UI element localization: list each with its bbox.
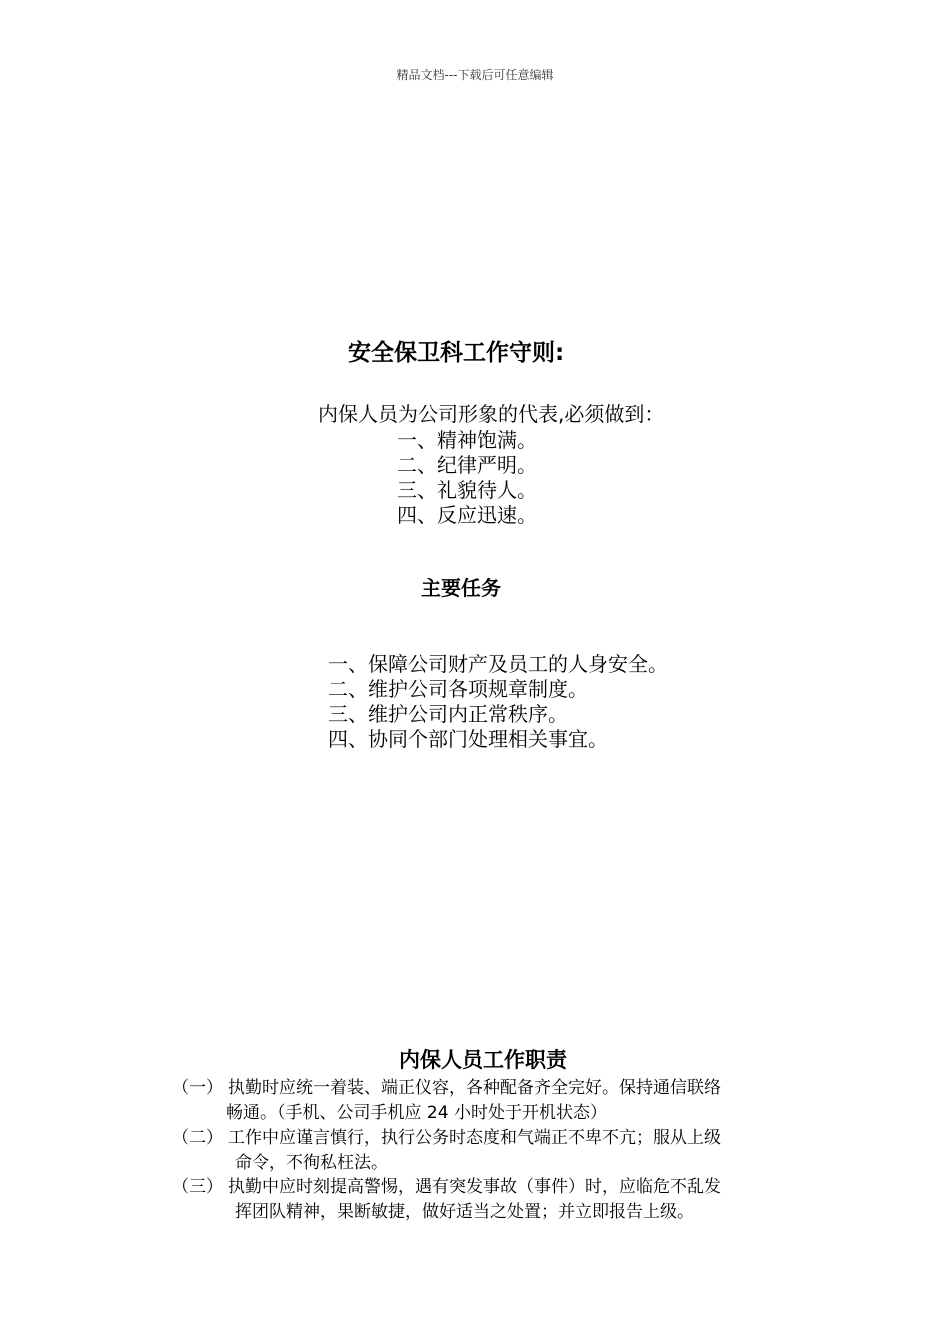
task-item: 一、保障公司财产及员工的人身安全。 xyxy=(328,652,668,676)
task-item: 三、维护公司内正常秩序。 xyxy=(328,702,568,726)
duty-number: （一） xyxy=(172,1078,223,1098)
duty-text: 工作中应谨言慎行，执行公务时态度和气端正不卑不亢；服从上级 xyxy=(228,1128,721,1148)
duty-text: 执勤中应时刻提高警惕，遇有突发事故（事件）时，应临危不乱发 xyxy=(228,1177,721,1197)
duty-number: （三） xyxy=(172,1177,223,1197)
duty-number: （二） xyxy=(172,1128,223,1148)
rule-item: 三、礼貌待人。 xyxy=(397,478,537,502)
task-item: 二、维护公司各项规章制度。 xyxy=(328,677,588,701)
duties-title: 内保人员工作职责 xyxy=(399,1048,567,1072)
duty-text-continued: 畅通。（手机、公司手机应 24 小时处于开机状态） xyxy=(226,1103,607,1123)
rule-item: 二、纪律严明。 xyxy=(397,453,537,477)
duty-text-continued: 命令，不徇私枉法。 xyxy=(235,1153,388,1173)
rule-item: 一、精神饱满。 xyxy=(397,428,537,452)
duty-text-continued: 挥团队精神，果断敏捷，做好适当之处置；并立即报告上级。 xyxy=(235,1202,694,1222)
task-item: 四、协同个部门处理相关事宜。 xyxy=(328,727,608,751)
rules-title: 安全保卫科工作守则: xyxy=(348,340,565,366)
header-note: 精品文档---下载后可任意编辑 xyxy=(396,68,554,82)
rule-item: 四、反应迅速。 xyxy=(397,503,537,527)
duty-text: 执勤时应统一着装、端正仪容，各种配备齐全完好。保持通信联络 xyxy=(228,1078,721,1098)
tasks-title: 主要任务 xyxy=(421,576,501,600)
rules-intro: 内保人员为公司形象的代表,必须做到： xyxy=(318,402,665,426)
